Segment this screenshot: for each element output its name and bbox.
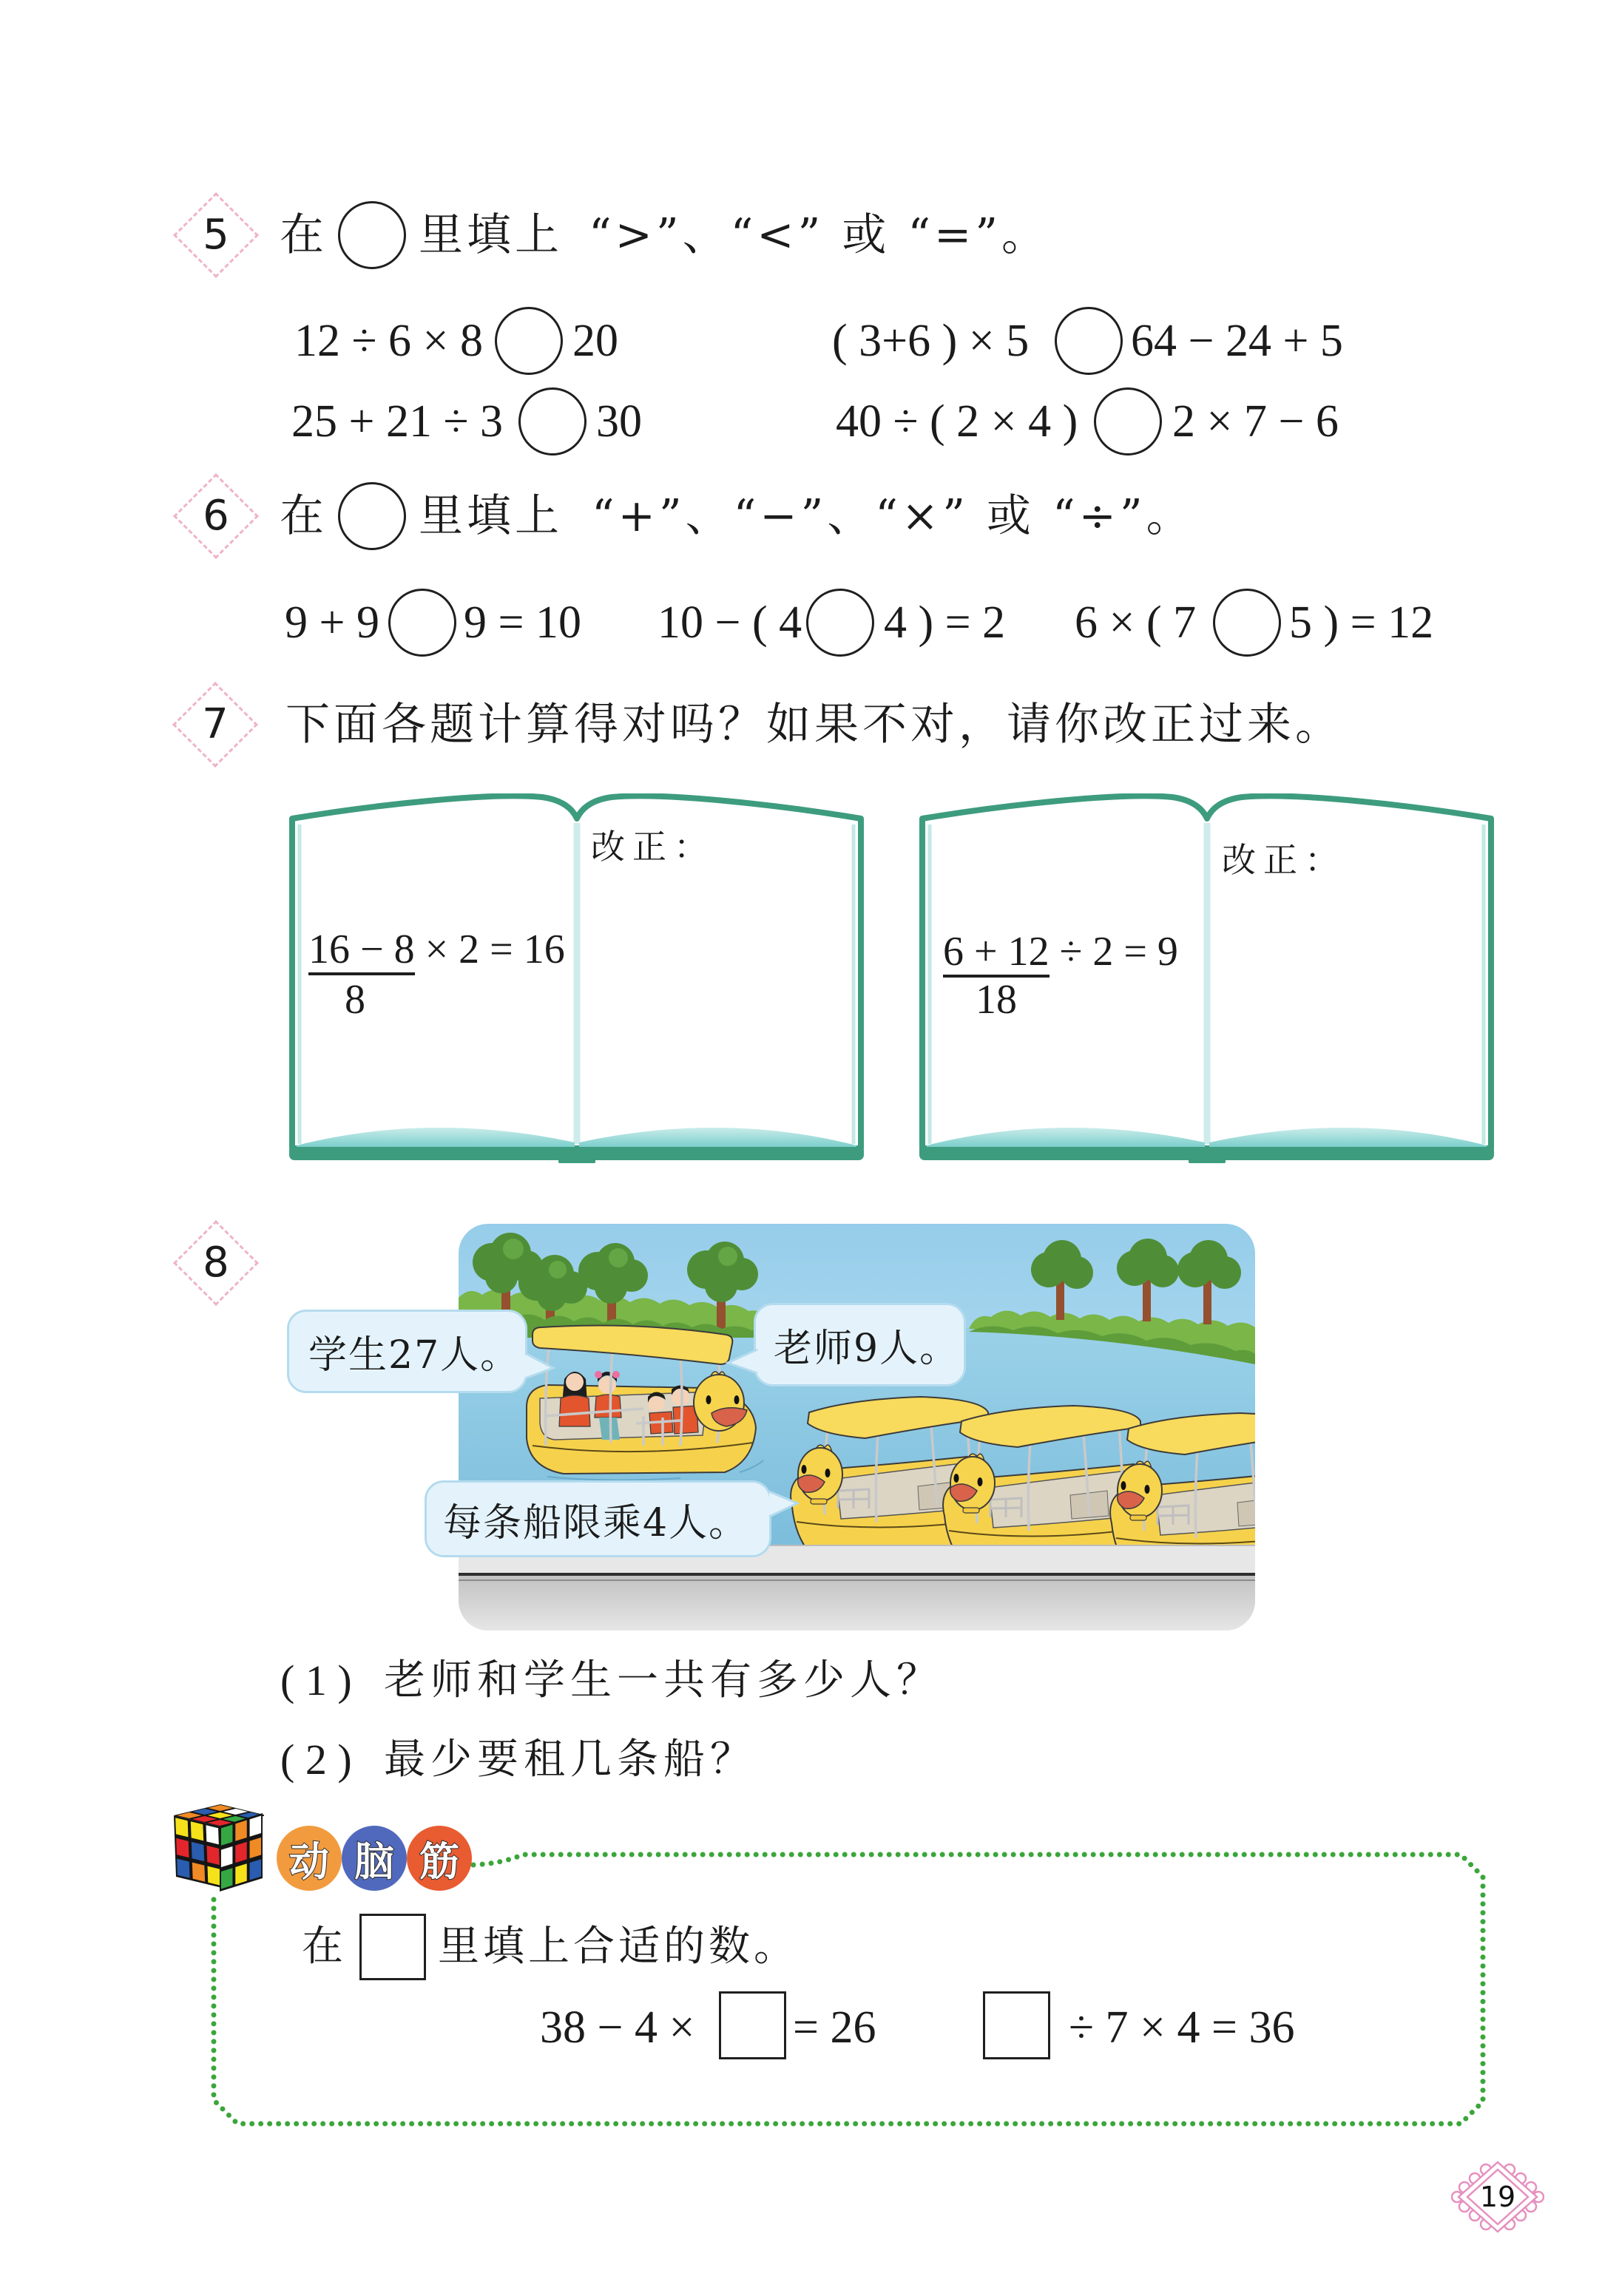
correction-label: 改正： — [1222, 840, 1346, 880]
challenge-instruction-before: 在 — [302, 1923, 347, 1971]
challenge-instruction-after: 里填上合适的数。 — [438, 1923, 799, 1971]
p6-item-2-right: 4 ) = 2 — [884, 597, 1006, 648]
intermediate-result: 8 — [345, 977, 365, 1023]
dock — [459, 1545, 1255, 1630]
p5-item-3-left: 25 + 21 ÷ 3 — [291, 396, 503, 447]
intermediate-result: 18 — [976, 977, 1017, 1023]
open-book-2 — [913, 793, 1500, 1163]
duck-boat-picture — [459, 1224, 1255, 1630]
p6-instruction-before: 在 — [280, 490, 328, 542]
page-number-badge — [1451, 2158, 1544, 2236]
p6-item-2-left: 10 − ( 4 — [658, 597, 802, 648]
p5-item-4-right: 2 × 7 − 6 — [1172, 396, 1339, 447]
circle-blank-icon — [338, 201, 406, 269]
problem-5-badge — [172, 191, 260, 280]
challenge-eq-1-blank — [719, 1991, 786, 2059]
p6-item-1-right: 9 = 10 — [464, 597, 581, 648]
problem-number: 8 — [203, 1239, 229, 1287]
question-2-label: ( 2 ) — [280, 1735, 352, 1784]
p5-item-1-right: 20 — [572, 316, 618, 366]
p5-item-3-blank — [518, 387, 587, 456]
problem-7-badge — [171, 680, 260, 769]
page-number: 19 — [1479, 2181, 1516, 2213]
p6-instruction-symbols: “+”、“−”、“×” 或 “÷”。 — [592, 490, 1194, 542]
p5-instruction-before: 在 — [280, 209, 328, 261]
challenge-title-char-2: 脑 — [342, 1826, 407, 1891]
p5-item-2-blank — [1055, 307, 1123, 375]
p5-item-1-left: 12 ÷ 6 × 8 — [294, 316, 483, 366]
question-2-text: 最少要租几条船？ — [384, 1735, 757, 1784]
bubble-text: 每条船限乘4人。 — [443, 1500, 749, 1545]
problem-number: 7 — [202, 700, 229, 748]
question-1-text: 老师和学生一共有多少人？ — [384, 1656, 943, 1704]
bubble-text: 学生27人。 — [308, 1333, 521, 1378]
question-1-label: ( 1 ) — [280, 1656, 352, 1704]
problem-number: 5 — [203, 211, 229, 259]
bubble-tail-icon — [722, 1348, 759, 1378]
challenge-title-char-3: 筋 — [407, 1826, 472, 1891]
problem-8-badge — [172, 1219, 260, 1307]
bubble-tail-icon — [524, 1352, 561, 1381]
p6-item-3-left: 6 × ( 7 — [1075, 597, 1197, 648]
wrong-calculation — [308, 927, 565, 972]
open-book-icon — [283, 793, 870, 1163]
expression-rest: × 2 = 16 — [414, 927, 565, 972]
p5-item-2-right: 64 − 24 + 5 — [1131, 316, 1343, 366]
speech-bubble-students — [287, 1310, 527, 1393]
p6-item-3-blank — [1213, 589, 1281, 657]
challenge-eq-1-before: 38 − 4 × — [540, 2002, 695, 2053]
p6-item-3-right: 5 ) = 12 — [1289, 597, 1434, 648]
p6-item-2-blank — [806, 589, 874, 657]
underlined-step: 16 − 8 — [308, 927, 415, 975]
open-book-1 — [283, 793, 870, 1163]
speech-bubble-boat-limit — [425, 1480, 771, 1557]
challenge-eq-1-after: = 26 — [793, 2002, 876, 2053]
bubble-tail-icon — [768, 1489, 805, 1521]
wrong-calculation — [943, 929, 1178, 974]
p6-instruction-after: 里填上 — [419, 490, 563, 542]
p5-item-4-left: 40 ÷ ( 2 × 4 ) — [836, 396, 1078, 447]
p6-item-1-blank — [388, 589, 456, 657]
p5-instruction-after: 里填上 — [419, 209, 563, 261]
boat-rental-illustration — [459, 1224, 1255, 1630]
p7-instruction: 下面各题计算得对吗？如果不对，请你改正过来。 — [285, 699, 1343, 751]
underlined-step: 6 + 12 — [943, 929, 1050, 978]
correction-label: 改正： — [591, 827, 715, 867]
square-blank-icon — [359, 1914, 426, 1980]
circle-blank-icon — [338, 482, 406, 550]
rubiks-cube-icon — [174, 1804, 264, 1893]
speech-bubble-teachers — [754, 1303, 966, 1386]
p5-item-1-blank — [495, 307, 563, 375]
p5-instruction-symbols: “>”、“<” 或 “=”。 — [589, 209, 1050, 261]
problem-number: 6 — [203, 492, 229, 540]
p6-item-1-left: 9 + 9 — [285, 597, 379, 648]
challenge-eq-2-after: ÷ 7 × 4 = 36 — [1069, 2002, 1295, 2053]
p5-item-4-blank — [1094, 387, 1162, 456]
challenge-title-char-1: 动 — [277, 1826, 342, 1891]
p5-item-2-left: ( 3+6 ) × 5 — [832, 316, 1030, 366]
challenge-eq-2-blank — [983, 1991, 1050, 2059]
expression-rest: ÷ 2 = 9 — [1049, 929, 1178, 975]
problem-6-badge — [172, 472, 260, 561]
bubble-text: 老师9人。 — [774, 1327, 960, 1371]
p5-item-3-right: 30 — [596, 396, 642, 447]
